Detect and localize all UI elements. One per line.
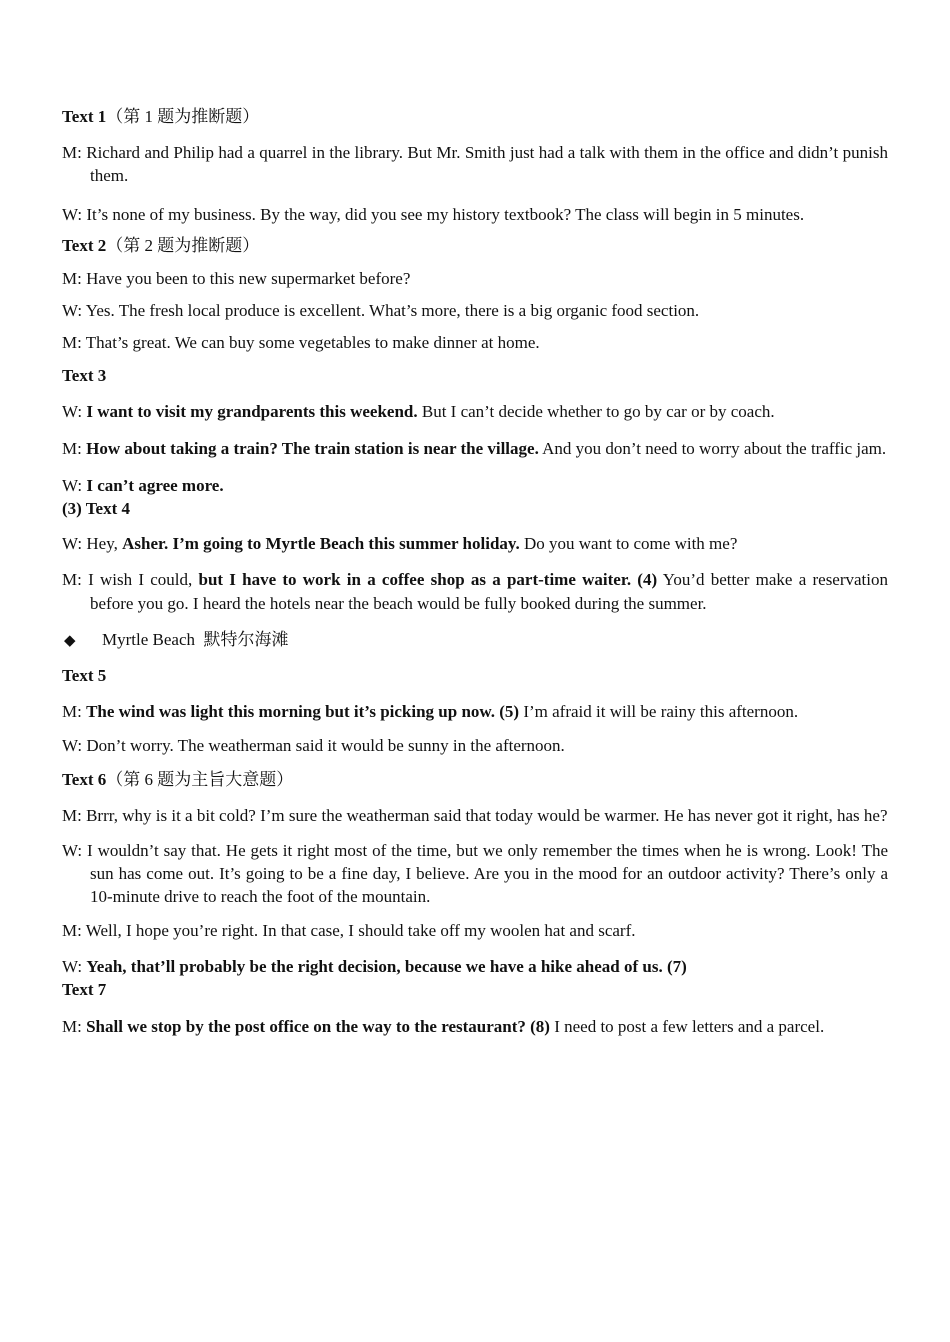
key-sentence: Shall we stop by the post office on the way to the restaurant? (8) — [86, 1017, 550, 1036]
speaker-label: M: — [62, 702, 87, 721]
dialogue-text: I need to post a few letters and a parcel. — [549, 1017, 825, 1036]
text2-line-1 — [62, 267, 888, 290]
dialogue-text: You’d better make a reservation before you go. I heard the hotels near the beach would be fully booked during the summer. — [90, 570, 889, 613]
speaker-label: W: — [62, 736, 87, 755]
transcript-page — [62, 105, 888, 1038]
dialogue-text: Do you want to come with me? — [519, 534, 738, 553]
dialogue-text: Don’t worry. The weatherman said it would be sunny in the afternoon. — [86, 736, 565, 755]
key-sentence: I want to visit my grandparents this weekend. — [86, 402, 418, 421]
text7-line-1 — [62, 1015, 888, 1038]
dialogue-text: Well, I hope you’re right. In that case, I should take off my woolen hat and scarf. — [85, 921, 636, 940]
text3-line-2 — [62, 437, 888, 460]
dialogue-text: Richard and Philip had a quarrel in the library. But Mr. Smith just had a talk with them in the office and didn’t punish them. — [86, 143, 888, 185]
key-sentence: Asher. I’m going to Myrtle Beach this summer holiday. — [122, 534, 520, 553]
text6-heading — [62, 768, 888, 792]
text3-title: Text 3 — [62, 366, 107, 385]
text3-line-1 — [62, 400, 888, 423]
key-sentence: Yeah, that’ll probably be the right decision, because we have a hike ahead of us. (7) — [86, 957, 687, 976]
speaker-label: W: — [62, 476, 87, 495]
text5-title: Text 5 — [62, 666, 107, 685]
key-sentence: I can’t agree more. — [86, 476, 224, 495]
text1-note: （第 1 题为推断题） — [106, 107, 260, 126]
text6-line-2 — [62, 839, 888, 908]
text6-note: （第 6 题为主旨大意题） — [106, 770, 294, 789]
text5-line-1 — [62, 700, 888, 723]
dialogue-text: I wish I could, — [88, 570, 199, 589]
text1-heading — [62, 105, 888, 129]
speaker-label: M: — [62, 806, 87, 825]
dialogue-text: I’m afraid it will be rainy this afternoon. — [519, 702, 799, 721]
speaker-label: W: — [62, 957, 87, 976]
key-sentence: The wind was light this morning but it’s picking up now. (5) — [86, 702, 520, 721]
dialogue-text: I wouldn’t say that. He gets it right most of the time, but we only remember the times when he is wrong. Look! The sun has come out. It’s going to be a fine day, I believe. Are you in the mood for an outdoor activity? There’s only a 10-minute drive to reach the foot of the mountain. — [87, 841, 888, 906]
text4-line-2 — [62, 568, 888, 616]
text1-line-1 — [62, 141, 888, 187]
dialogue-text: Have you been to this new supermarket before? — [86, 269, 411, 288]
speaker-label: W: — [62, 301, 86, 320]
text2-heading — [62, 234, 888, 258]
dialogue-text: It’s none of my business. By the way, did you see my history textbook? The class will begin in 5 minutes. — [86, 205, 805, 224]
dialogue-text: Yes. The fresh local produce is excellent. What’s more, there is a big organic food section. — [85, 301, 700, 320]
text6-title: Text 6 — [62, 770, 107, 789]
speaker-label: M: — [62, 1017, 87, 1036]
vocab-term: Myrtle Beach — [102, 630, 195, 649]
speaker-label: M: — [62, 570, 89, 589]
speaker-label: M: — [62, 921, 86, 940]
text7-title: Text 7 — [62, 980, 107, 999]
speaker-label: W: — [62, 841, 88, 860]
text5-heading — [62, 664, 888, 688]
text4-title: (3) Text 4 — [62, 499, 130, 518]
text5-line-2 — [62, 734, 888, 757]
dialogue-text: And you don’t need to worry about the traffic jam. — [538, 439, 887, 458]
speaker-label: M: — [62, 333, 86, 352]
diamond-bullet-icon: ◆ — [64, 633, 76, 649]
text4-line-1 — [62, 532, 888, 555]
text3-line-3 — [62, 474, 888, 497]
speaker-label: M: — [62, 269, 87, 288]
dialogue-text: Brrr, why is it a bit cold? I’m sure the weatherman said that today would be warmer. He has never got it right, has he? — [86, 806, 888, 825]
text4-heading — [62, 497, 888, 521]
text6-line-1 — [62, 804, 888, 827]
vocab-note — [62, 628, 888, 653]
text2-note: （第 2 题为推断题） — [106, 236, 260, 255]
text7-heading — [62, 978, 888, 1002]
text6-line-3 — [62, 919, 888, 942]
dialogue-text: That’s great. We can buy some vegetables to make dinner at home. — [85, 333, 540, 352]
text2-line-3 — [62, 331, 888, 354]
text2-line-2 — [62, 299, 888, 322]
dialogue-text: But I can’t decide whether to go by car or by coach. — [417, 402, 775, 421]
dialogue-text: Hey, — [86, 534, 123, 553]
speaker-label: M: — [62, 143, 87, 162]
speaker-label: W: — [62, 534, 87, 553]
speaker-label: W: — [62, 402, 87, 421]
text6-line-4 — [62, 955, 888, 978]
speaker-label: W: — [62, 205, 87, 224]
text1-title: Text 1 — [62, 107, 107, 126]
key-sentence: but I have to work in a coffee shop as a part-time waiter. (4) — [198, 570, 658, 589]
key-sentence: How about taking a train? The train station is near the village. — [86, 439, 539, 458]
speaker-label: M: — [62, 439, 87, 458]
vocab-meaning: 默特尔海滩 — [203, 630, 289, 649]
text2-title: Text 2 — [62, 236, 107, 255]
text3-heading — [62, 364, 888, 388]
text1-line-2 — [62, 197, 888, 232]
